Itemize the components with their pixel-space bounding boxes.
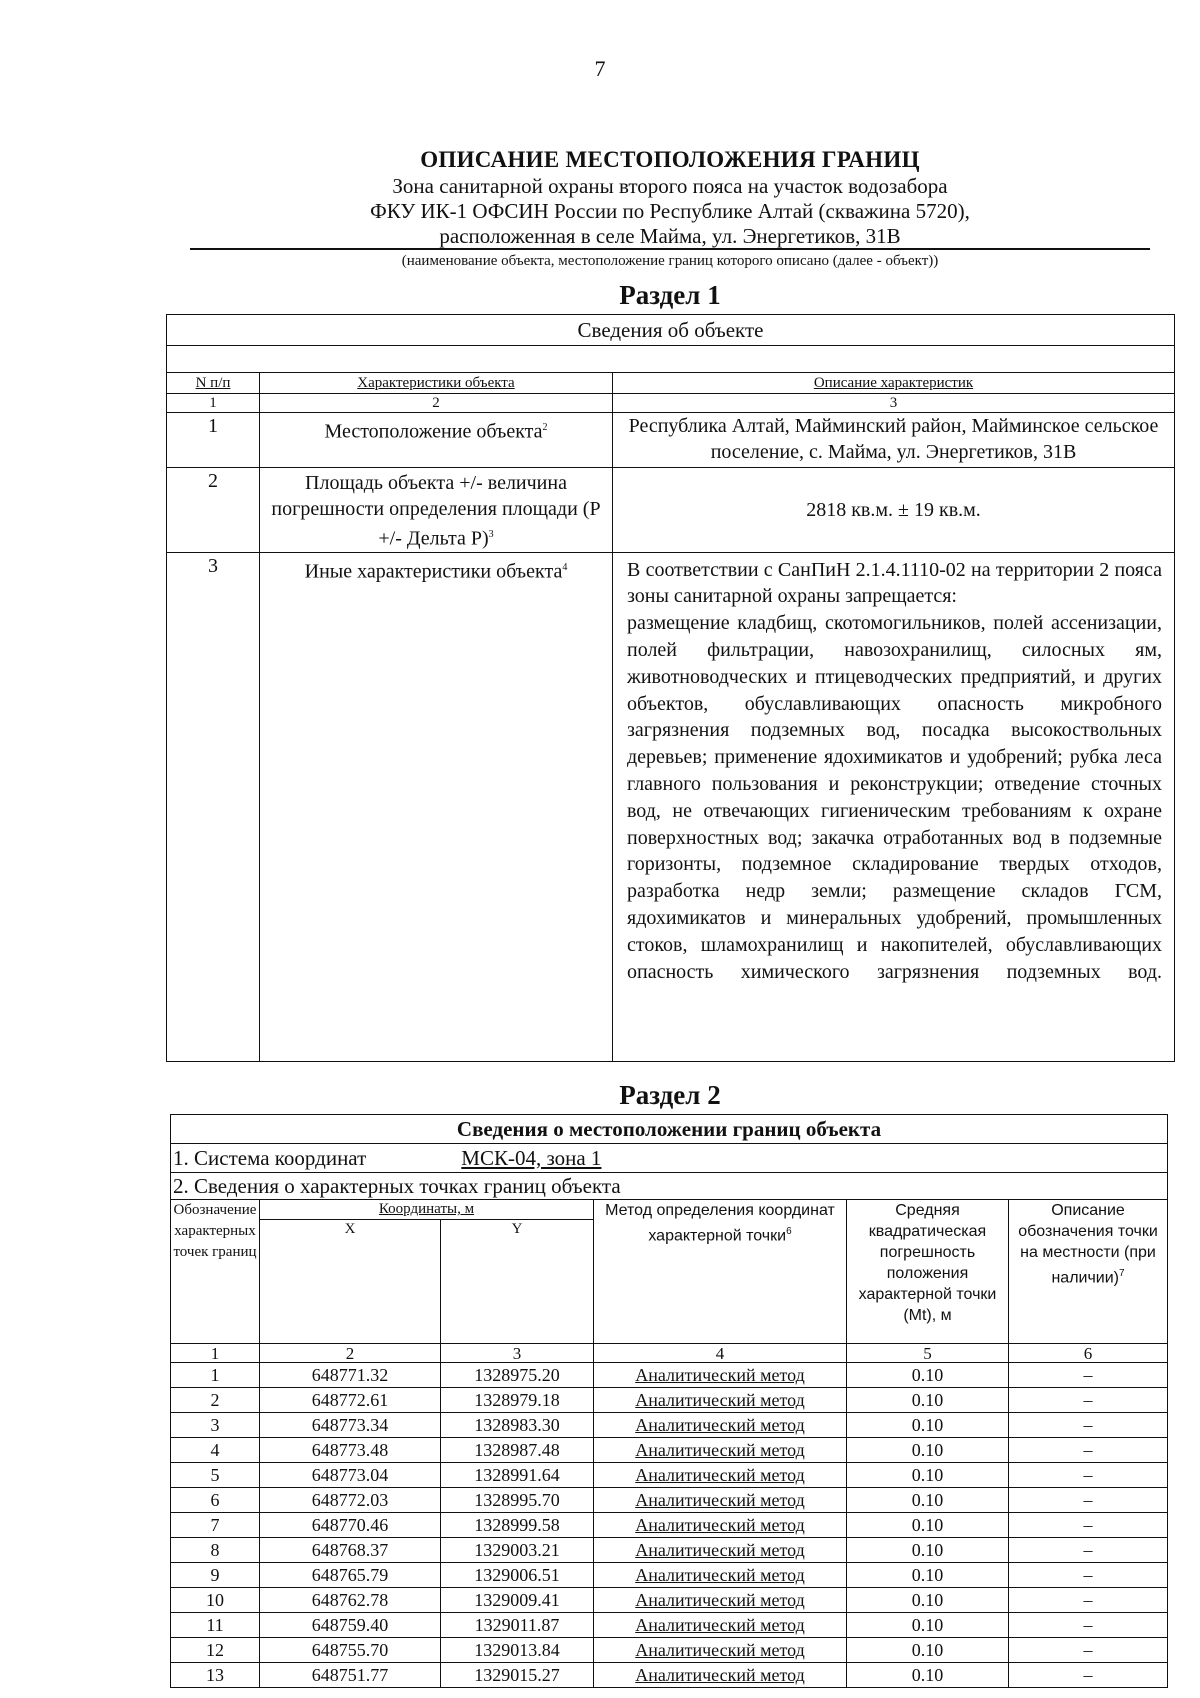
mt-error-cell: 0.10 (847, 1488, 1009, 1513)
object-name-line-2: ФКУ ИК-1 ОФСИН России по Республике Алтай (скважина 5720), (370, 199, 970, 223)
point-description-cell: – (1009, 1363, 1168, 1388)
point-description-cell: – (1009, 1438, 1168, 1463)
points-body (171, 1363, 1168, 1688)
point-description-cell: – (1009, 1463, 1168, 1488)
point-id-cell: 4 (171, 1438, 260, 1463)
document-title: ОПИСАНИЕ МЕСТОПОЛОЖЕНИЯ ГРАНИЦ (420, 147, 920, 172)
point-description-cell: – (1009, 1613, 1168, 1638)
table-row (171, 1663, 1168, 1688)
point-id-cell: 13 (171, 1663, 260, 1688)
mt-error-cell: 0.10 (847, 1588, 1009, 1613)
point-id-cell: 9 (171, 1563, 260, 1588)
coordinate-system-value: МСК-04, зона 1 (461, 1145, 602, 1170)
boundary-table-title: Сведения о местоположении границ объекта (171, 1115, 1168, 1144)
section-2-heading: Раздел 2 (619, 1080, 721, 1110)
y-coordinate-cell: 1329015.27 (441, 1663, 594, 1688)
row-number: 3 (167, 552, 260, 1061)
table-row (171, 1513, 1168, 1538)
col-number-2: 2 (260, 1344, 441, 1363)
point-id-cell: 5 (171, 1463, 260, 1488)
point-description-cell: – (1009, 1388, 1168, 1413)
point-id-cell: 11 (171, 1613, 260, 1638)
method-cell: Аналитический метод (594, 1638, 847, 1663)
page-number: 7 (594, 56, 606, 81)
header-coordinates: Координаты, м (260, 1200, 594, 1220)
x-coordinate-cell: 648768.37 (260, 1538, 441, 1563)
mt-error-cell: 0.10 (847, 1513, 1009, 1538)
object-name-line-1: Зона санитарной охраны второго пояса на участок водозабора (392, 174, 948, 198)
object-info-table (166, 314, 1175, 1062)
method-cell: Аналитический метод (594, 1488, 847, 1513)
coordinate-system-row (171, 1144, 1168, 1173)
mt-error-cell: 0.10 (847, 1613, 1009, 1638)
mt-error-cell: 0.10 (847, 1413, 1009, 1438)
y-coordinate-cell: 1328983.30 (441, 1413, 594, 1438)
y-coordinate-cell: 1329011.87 (441, 1613, 594, 1638)
point-id-cell: 10 (171, 1588, 260, 1613)
point-description-cell: – (1009, 1413, 1168, 1438)
empty-row (167, 346, 1175, 373)
y-coordinate-cell: 1328987.48 (441, 1438, 594, 1463)
mt-error-cell: 0.10 (847, 1563, 1009, 1588)
mt-error-cell: 0.10 (847, 1388, 1009, 1413)
col-number-4: 4 (594, 1344, 847, 1363)
col-number-1: 1 (167, 394, 260, 413)
table-row (167, 413, 1175, 468)
description-paragraph: размещение кладбищ, скотомогильников, полей ассенизации, полей фильтрации, навозохранилищ, силосных ям, животноводческих и птицеводческих предприятий, и других объектов, обуславливающих опасность микробного загрязнения подземных вод, посадка высокоствольных деревьев; применение ядохимикатов и удобрений; рубка леса главного пользования и реконструкции; отведение сточных вод, не отвечающих гигиеническим требованиям к охране поверхностных вод; закачка отработанных вод в подземные горизонты, подземное складирование твердых отходов, разработка недр земли; размещение складов ГСМ, ядохимикатов и минеральных удобрений, промышленных стоков, шламохранилищ и накопителей, обуславливающих опасность химического загрязнения подземных вод. (627, 612, 1162, 983)
table-row (171, 1413, 1168, 1438)
y-coordinate-cell: 1329013.84 (441, 1638, 594, 1663)
table-row (171, 1438, 1168, 1463)
method-cell: Аналитический метод (594, 1588, 847, 1613)
col-header-description: Описание характеристик (613, 373, 1175, 394)
x-coordinate-cell: 648762.78 (260, 1588, 441, 1613)
col-number-6: 6 (1009, 1344, 1168, 1363)
row-number: 1 (167, 413, 260, 468)
mt-error-cell: 0.10 (847, 1463, 1009, 1488)
y-coordinate-cell: 1328995.70 (441, 1488, 594, 1513)
table-row (171, 1588, 1168, 1613)
table-row (171, 1363, 1168, 1388)
y-coordinate-cell: 1328999.58 (441, 1513, 594, 1538)
x-coordinate-cell: 648773.04 (260, 1463, 441, 1488)
boundary-points-table (170, 1114, 1168, 1688)
coordinate-system-label: 1. Система координат (173, 1145, 367, 1170)
point-id-cell: 7 (171, 1513, 260, 1538)
x-coordinate-cell: 648759.40 (260, 1613, 441, 1638)
x-coordinate-cell: 648773.34 (260, 1413, 441, 1438)
method-cell: Аналитический метод (594, 1363, 847, 1388)
x-coordinate-cell: 648771.32 (260, 1363, 441, 1388)
y-coordinate-cell: 1329009.41 (441, 1588, 594, 1613)
header-y: Y (441, 1220, 594, 1344)
point-id-cell: 6 (171, 1488, 260, 1513)
table-row (171, 1488, 1168, 1513)
point-description-cell: – (1009, 1538, 1168, 1563)
table-row (171, 1388, 1168, 1413)
point-description-cell: – (1009, 1513, 1168, 1538)
point-description-cell: – (1009, 1663, 1168, 1688)
header-error: Средняя квадратическая погрешность положения характерной точки (Mt), м (847, 1200, 1009, 1344)
y-coordinate-cell: 1329003.21 (441, 1538, 594, 1563)
x-coordinate-cell: 648773.48 (260, 1438, 441, 1463)
x-coordinate-cell: 648770.46 (260, 1513, 441, 1538)
table-row (171, 1463, 1168, 1488)
header-x: X (260, 1220, 441, 1344)
point-id-cell: 12 (171, 1638, 260, 1663)
table-row (167, 552, 1175, 1061)
point-id-cell: 8 (171, 1538, 260, 1563)
method-cell: Аналитический метод (594, 1438, 847, 1463)
description-cell: 2818 кв.м. ± 19 кв.м. (613, 468, 1175, 553)
header-designation: Обозначение характерных точек границ (171, 1200, 260, 1344)
object-info-title: Сведения об объекте (167, 315, 1175, 346)
col-number-5: 5 (847, 1344, 1009, 1363)
description-cell (613, 552, 1175, 1061)
section-1-heading: Раздел 1 (619, 280, 721, 310)
table-row (167, 468, 1175, 553)
x-coordinate-cell: 648772.03 (260, 1488, 441, 1513)
method-cell: Аналитический метод (594, 1538, 847, 1563)
point-description-cell: – (1009, 1588, 1168, 1613)
x-coordinate-cell: 648765.79 (260, 1563, 441, 1588)
row-number: 2 (167, 468, 260, 553)
table-row (171, 1538, 1168, 1563)
method-cell: Аналитический метод (594, 1613, 847, 1638)
point-description-cell: – (1009, 1563, 1168, 1588)
y-coordinate-cell: 1328991.64 (441, 1463, 594, 1488)
x-coordinate-cell: 648772.61 (260, 1388, 441, 1413)
method-cell: Аналитический метод (594, 1413, 847, 1438)
description-paragraph: В соответствии с СанПиН 2.1.4.1110-02 на территории 2 пояса зоны санитарной охраны запрещается: (627, 558, 1162, 608)
method-cell: Аналитический метод (594, 1388, 847, 1413)
col-number-2: 2 (260, 394, 613, 413)
description-cell: Республика Алтай, Майминский район, Майминское сельское поселение, с. Майма, ул. Энергетиков, 31В (613, 413, 1175, 468)
col-number-3: 3 (441, 1344, 594, 1363)
point-description-cell: – (1009, 1488, 1168, 1513)
point-id-cell: 2 (171, 1388, 260, 1413)
characteristic-cell: Иные характеристики объекта$^4$ (260, 552, 613, 1061)
header-method: Метод определения координат характерной точки$^6$ (594, 1200, 847, 1344)
mt-error-cell: 0.10 (847, 1438, 1009, 1463)
mt-error-cell: 0.10 (847, 1663, 1009, 1688)
method-cell: Аналитический метод (594, 1663, 847, 1688)
col-number-3: 3 (613, 394, 1175, 413)
col-header-characteristic: Характеристики объекта (260, 373, 613, 394)
y-coordinate-cell: 1328975.20 (441, 1363, 594, 1388)
y-coordinate-cell: 1328979.18 (441, 1388, 594, 1413)
point-id-cell: 3 (171, 1413, 260, 1438)
mt-error-cell: 0.10 (847, 1638, 1009, 1663)
x-coordinate-cell: 648755.70 (260, 1638, 441, 1663)
point-id-cell: 1 (171, 1363, 260, 1388)
point-description-cell: – (1009, 1638, 1168, 1663)
col-header-num: N п/п (167, 373, 260, 394)
characteristic-cell: Местоположение объекта$^2$ (260, 413, 613, 468)
points-section-title: 2. Сведения о характерных точках границ объекта (171, 1173, 1168, 1200)
document-header (190, 146, 1150, 270)
table-row (171, 1638, 1168, 1663)
method-cell: Аналитический метод (594, 1513, 847, 1538)
mt-error-cell: 0.10 (847, 1538, 1009, 1563)
characteristic-cell: Площадь объекта +/- величина погрешности определения площади (Р +/- Дельта Р)$^3$ (260, 468, 613, 553)
method-cell: Аналитический метод (594, 1563, 847, 1588)
table-row (171, 1563, 1168, 1588)
object-caption: (наименование объекта, местоположение границ которого описано (далее - объект)) (401, 253, 939, 269)
table-row (171, 1613, 1168, 1638)
y-coordinate-cell: 1329006.51 (441, 1563, 594, 1588)
x-coordinate-cell: 648751.77 (260, 1663, 441, 1688)
col-number-1: 1 (171, 1344, 260, 1363)
mt-error-cell: 0.10 (847, 1363, 1009, 1388)
header-description: Описание обозначения точки на местности (при наличии)$^7$ (1009, 1200, 1168, 1344)
object-name-line-3: расположенная в селе Майма, ул. Энергетиков, 31В (190, 224, 1150, 250)
method-cell: Аналитический метод (594, 1463, 847, 1488)
